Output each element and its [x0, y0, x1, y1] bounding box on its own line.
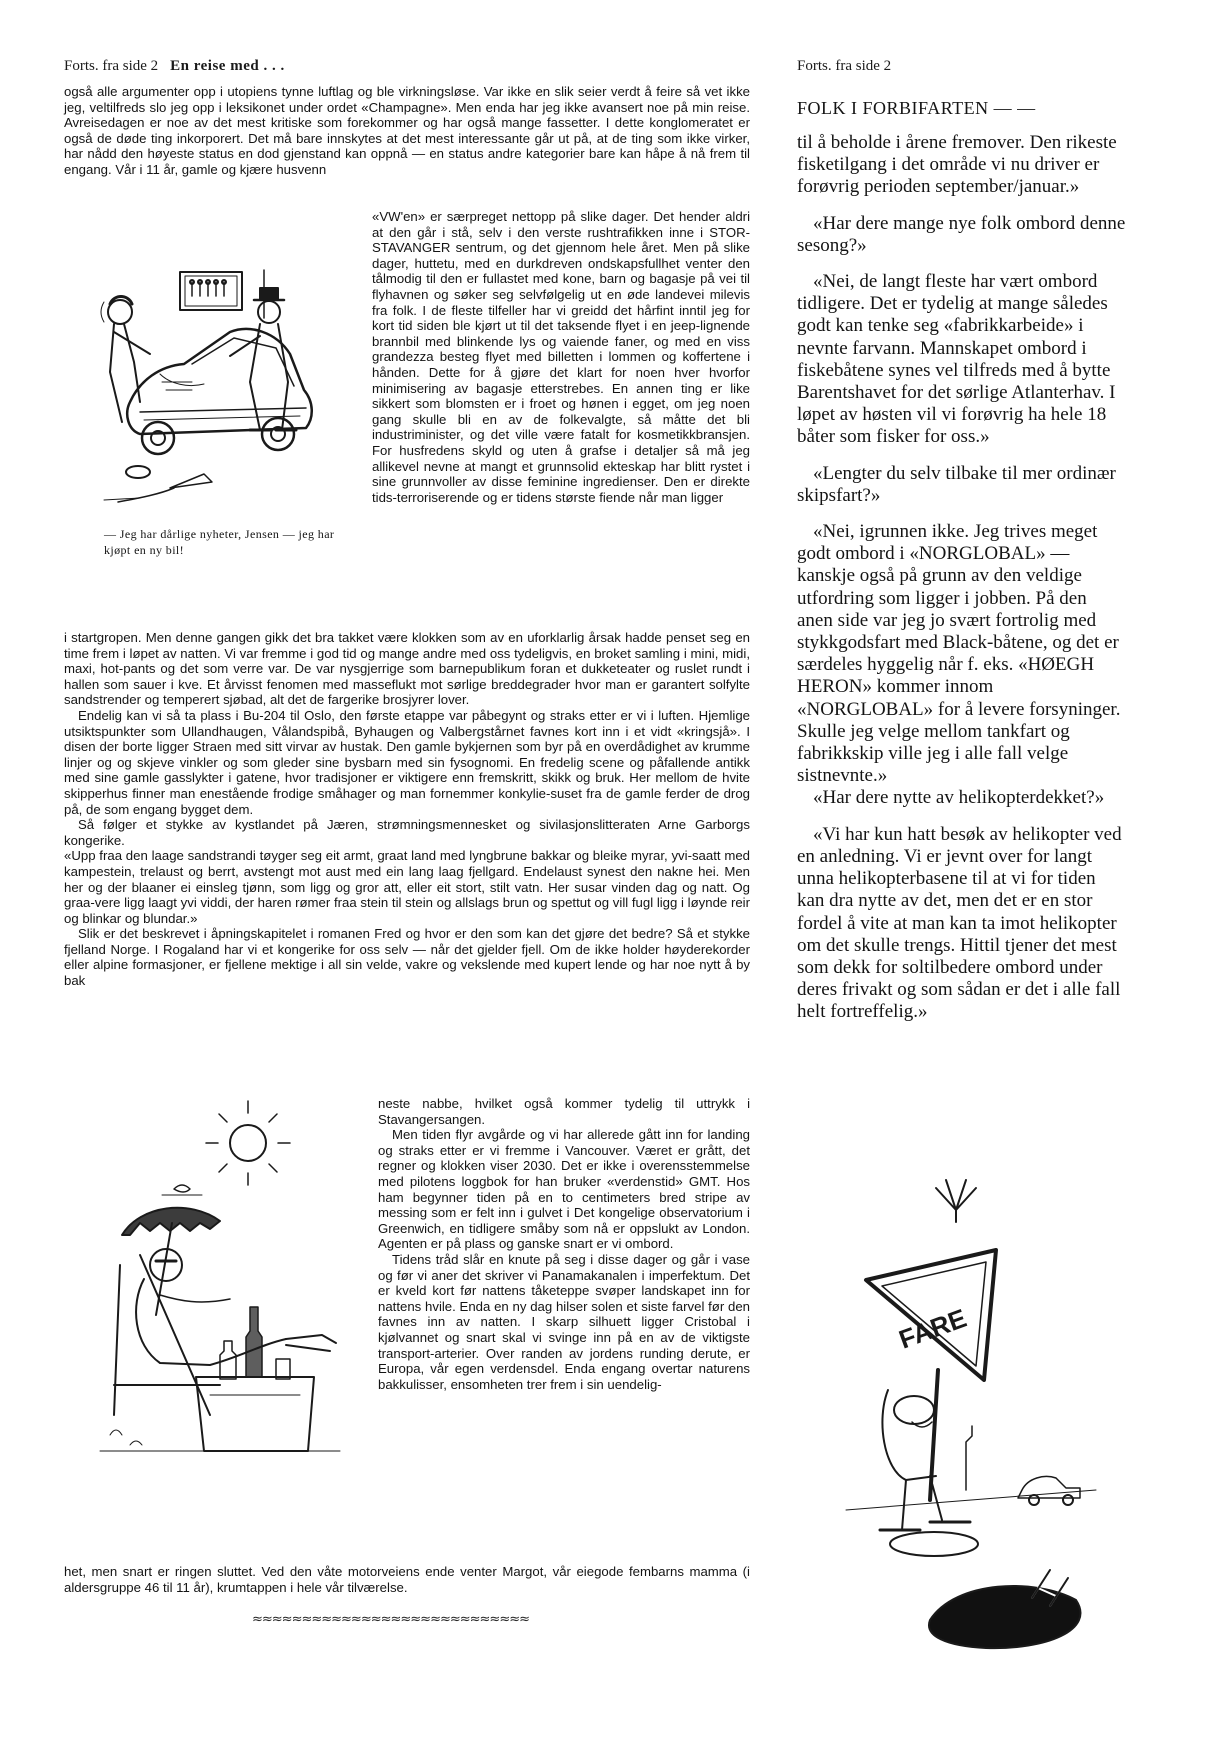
paragraph: «Har dere nytte av helikopterdekket?»: [813, 787, 1105, 809]
paragraph: til å beholde i årene fremover. Den rikeste fisketilgang i det område vi nu driver er forøvrig perioden september/januar.»: [797, 132, 1117, 198]
left-article-wrap-2: [378, 1096, 750, 1392]
left-article-top: [64, 84, 750, 178]
left-header: [64, 58, 285, 75]
right-header: [797, 58, 891, 75]
left-header-text: Forts. fra side 2: [64, 58, 159, 74]
paragraph: «Nei, de langt fleste har vært ombord tidligere. Det er tydelig at mange således godt kan tenke seg «fabrikkarbeide» i nevnte farvann. Mannskapet ombord i fiskebåtene synes vel tilfreds med å bytte Barentshavet for det sørlige Atlanterhav. I løpet av høsten vil vi forøvrig ha hele 18 båter som fisker for oss.»: [797, 271, 1116, 448]
paragraph: «VW'en» er særpreget nettopp på slike dager. Det hender aldri at den går i stå, selv i den verste rushtrafikken inne i STOR-STAVANGER sentrum, og det gjennom hele året. Men på slike dager, huttetu, med en durkdreven ondskapsfullhet venter den tålmodig til den er fullastet med kone, barn og bagasje på vei til flyhavnen og søker seg selvfølgelig ut en øde landevei milevis fra folk. I de fleste tilfeller har vi greidd det hårfint inntil jeg for kort tid siden ble kjørt ut til det taksende flyet i en jeep-lignende brannbil med blinkende lys og vaiende faner, og med en viss grandezza besteg flyet med billetten i lommen og koffertene i hånden. Dette for å gjøre det klart for noen hver hvorfor minimisering av bagasje etterstrebes. En annen ting er like sikkert som blomsten er i froet og hønen i egget, om jeg noen gang skulle bli en av de folkevalgte, så måtte det bli industriminister, og det ville være fatalt for kosmetikkbransjen. For husfredens skyld og uten å grafse i detaljer så må jeg allikevel nevne at mangt et grunnsolid ekteskap har blitt rystet i sine grunnvoller av disse feminine ingredienser. Den er direkte tids-terroriserende og er tidens største fiende når man ligger: [372, 209, 750, 505]
left-article-middle: [64, 630, 750, 989]
paragraph: «Nei, igrunnen ikke. Jeg trives meget godt ombord i «NORGLOBAL» — kanskje også på grunn av den veldige utfordring som ligger i jobben. På den anen side var jeg jo svært fortrolig med stykkgodsfart med Black-båtene, og det er særdeles hyggelig når f. eks. «HØEGH HERON» kommer innom «NORGLOBAL» for å levere forsyninger. Skulle jeg velge mellom tankfart og fabrikkskip ville jeg i alle fall velge sistnevnte.»: [797, 521, 1121, 787]
paragraph: Slik er det beskrevet i åpningskapitelet i romanen Fred og hvor er den som kan det gjøre det bedre? Så et stykke fjelland Norge. I Rogaland har vi et kongerike for oss selv — når det gjelder fjell. Om de ikke holder høyderekorder eller alpine formasjoner, er fjellene mektige i all sin velde, vakre og vekslende med kupert lende og har noe nytt å by bak: [64, 926, 750, 989]
paragraph: Så følger et stykke av kystlandet på Jæren, strømningsmennesket og sivilasjonslitteraten Arne Garborgs kongerike.: [64, 817, 750, 848]
section-divider: ≈≈≈≈≈≈≈≈≈≈≈≈≈≈≈≈≈≈≈≈≈≈≈≈≈≈≈≈: [252, 1612, 529, 1627]
paragraph: «Vi har kun hatt besøk av helikopter ved en anledning. Vi er jevnt over for langt unna helikopterbasene til at vi for tiden kan dra nytte av det, men det er en stor fordel å vite at man kan ta imot helikopter om det skulle trengs. Hittil tjener det mest som dekk for soltilbedere ombord under deres frivakt og som sådan er det i alle fall helt fortreffelig.»: [797, 823, 1122, 1023]
left-article-wrap-1: [372, 209, 750, 505]
paragraph: «Lengter du selv tilbake til mer ordinær skipsfart?»: [797, 462, 1116, 506]
paragraph: «Har dere mange nye folk ombord denne sesong?»: [797, 212, 1126, 256]
paragraph: Tidens tråd slår en knute på seg i disse dager og går i vase og før vi aner det skriver vi Panamakanalen i imperfektum. Det er kveld kort før nattens tåketeppe svøper landskapet inn for nattens hvile. Enda en ny dag hilser solen et siste farvel før den favnes inn av natten. I skarp silhuett ligger Cristobal i kjølvannet og snart skal vi svinge inn på en av de viktigste transport-arterier. Over randen av jordens runding derute, er Europa, vår egen verdensdel. Enda engang overtar naturens bakkulisser, ensomheten trer frem i sin uendelig-: [378, 1251, 750, 1392]
left-article-end: [64, 1564, 750, 1595]
paragraph: het, men snart er ringen sluttet. Ved den våte motorveiens ende venter Margot, vår eiegode fembarns mamma (i aldersgruppe 46 til 11 år), krumtappen i hele vår tilværelse.: [64, 1564, 750, 1595]
left-header-title: En reise med . . .: [170, 58, 285, 74]
quote-paragraph: «Upp fraa den laage sandstrandi tøyger seg eit armt, graat land med lyngbrune bakkar og bleike myrar, yvi-saatt med kampestein, trelaust og berrt, avstengt mot aust med ein lang laag fjellgard. Endelaust synest den nakne hei. Men her og der blaaner ei einsleg tjønn, som ligg og gror att, eller eit stort, stilt vatn. Her susar vinden dag og natt. Og graa-vere ligg laagt yvi viddi, der haren rømer fraa stein til stein og allslags brun og spettut og vill fugl ligg i løynde reir og blinkar og blundar.»: [64, 848, 750, 926]
right-header-text: Forts. fra side 2: [797, 58, 892, 74]
right-article-body: [797, 132, 1127, 1024]
right-article-title: FOLK I FORBIFARTEN — —: [797, 98, 1036, 118]
fare-sign-text: FARE: [894, 1302, 971, 1355]
cartoon-sunbather-illustration: [100, 1095, 370, 1465]
paragraph: neste nabbe, hvilket også kommer tydelig til uttrykk i Stavangersangen.: [378, 1096, 750, 1127]
cartoon-fare-sign-illustration: [806, 1170, 1106, 1670]
cartoon-car-illustration: [100, 262, 362, 520]
paragraph: også alle argumenter opp i utopiens tynne luftlag og ble virkningsløse. Var ikke en slik seier verdt å feire så vet ikke jeg, veltilfreds slo jeg opp i leksikonet under ordet «Champagne». Men enda har jeg ikke avansert noe på min reise. Avreisedagen er noe av det mest kritiske som forekommer og har også mange fassetter. I dette konglomeratet er også de døde ting inkorporert. Det må bare innskytes at det mest interessante går ut på, at de ting som ikke virker, har nådd den høyeste status en dod gjenstand kan oppnå — en status andre kategorier bare kan håpe å nå frem til engang. Vår i 11 år, gamle og kjære husvenn: [64, 84, 750, 177]
paragraph: Men tiden flyr avgårde og vi har allerede gått inn for landing og straks etter er vi fremme i Vancouver. Været er grått, det regner og klokken viser 2030. Det er ikke i overensstemmelse med pilotens loggbok for han bruker «verdenstid» GMT. Hos ham begynner tiden på en to centimeters bred stripe av messing som er felt inn i gulvet i Det kongelige observatorium i Greenwich, en tidligere småby som nå er oppslukt av London. Agenten er på plass og ganske snart er vi ombord.: [378, 1127, 750, 1252]
paragraph: Endelig kan vi så ta plass i Bu-204 til Oslo, den første etappe var påbegynt og straks etter er vi i luften. Hjemlige utsiktspunkter som Ullandhaugen, Vålandspibå, Byhaugen og Valbergstårnet favnes kort inn i et vidt «kringsjå». I disen der borte ligger Straen med sitt virvar av hustak. Den gamle bykjernen som byr på en overdådighet av krumme linjer og og skjeve vinkler og som gleder sine bysbarn med sin fysognomi. En fredelig scene og påfallende antikk med sine gamle gasslykter i gatene, hvor tradisjoner er viktigere enn fremskritt, skikk og bruk. Her mellom de hvite skipperhus finner man enestående frodige småhager og man fornemmer konkylie-suset fra de gamle ferder de drog på, de som engang bygget dem.: [64, 707, 750, 817]
cartoon-car-caption: — Jeg har dårlige nyheter, Jensen — jeg har kjøpt en ny bil!: [104, 527, 335, 557]
paragraph: i startgropen. Men denne gangen gikk det bra takket være klokken som av en uforklarlig årsak hadde penset seg en time frem i løpet av natten. Vi var fremme i god tid og mange andre med oss tydeligvis, en broket samling i mini, midi, maxi, hot-pants og det som verre var. De var nysgjerrige som barnepublikum foran et dukketeater og ruslet rundt i hallen som sauer i kve. Et årvisst fenomen med masseflukt mot sørlige breddegrader hvor man er garantert solfylte sandstrender og temperert sjøbad, alt det de fargerike brosjyrer lover.: [64, 630, 750, 708]
